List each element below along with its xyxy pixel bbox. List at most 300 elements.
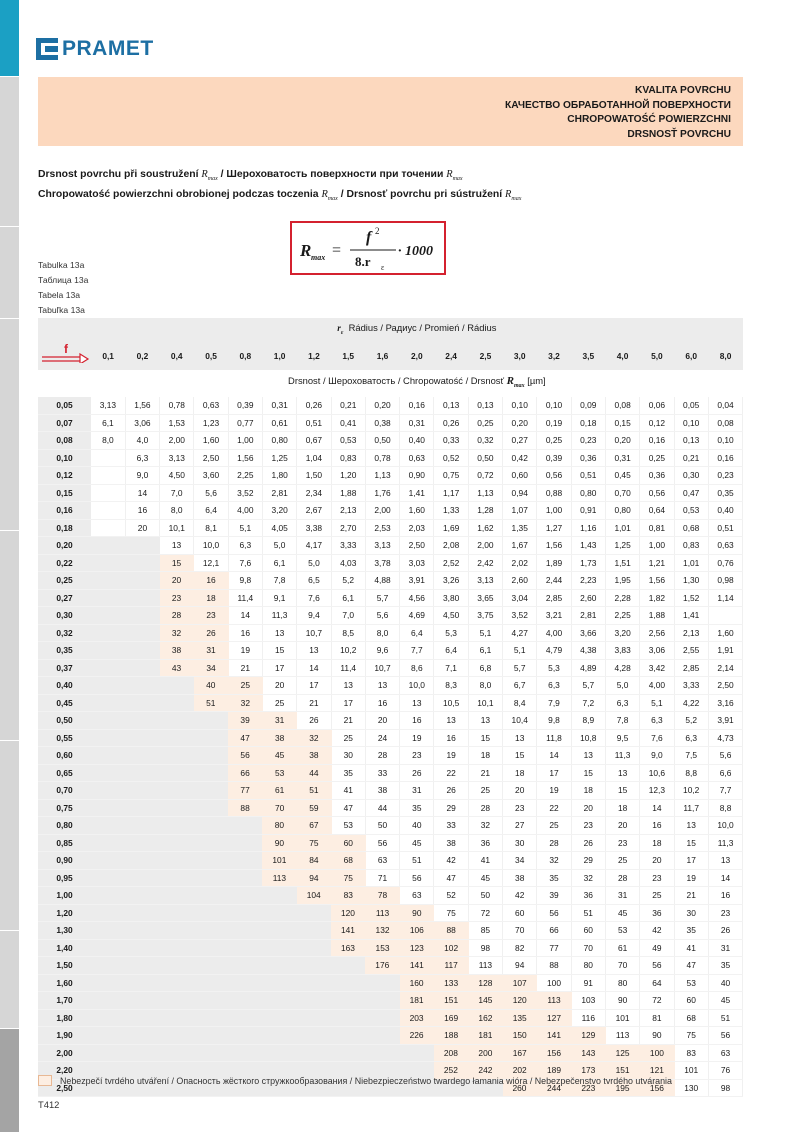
table-row [38,922,743,940]
rmax-value-cell: 0,06 [640,397,674,414]
rmax-value-cell: 0,40 [708,502,742,520]
rmax-value-cell: 0,64 [640,502,674,520]
rmax-value-cell: 61 [605,939,639,957]
rmax-value-cell: 13 [331,677,365,695]
rmax-value-cell: 1,56 [537,537,571,555]
table-row [38,747,743,765]
empty-cell [194,834,228,852]
rmax-value-cell: 0,88 [537,484,571,502]
rmax-value-cell: 51 [297,782,331,800]
rmax-value-cell: 68 [674,1009,708,1027]
rmax-value-cell: 4,00 [640,677,674,695]
rmax-value-cell: 42 [640,922,674,940]
rmax-value-cell: 68 [331,852,365,870]
empty-cell [91,782,125,800]
rmax-value-cell: 16 [640,817,674,835]
rmax-value-cell: 4,38 [571,642,605,660]
rmax-value-cell: 226 [400,1027,434,1045]
rmax-value-cell: 31 [605,887,639,905]
rmax-value-cell: 181 [468,1027,502,1045]
rmax-value-cell: 84 [297,852,331,870]
table-row [38,519,743,537]
table-row [38,659,743,677]
formula-denominator-sub: ε [381,263,385,272]
rmax-value-cell: 0,19 [537,414,571,432]
rmax-value-cell: 113 [605,1027,639,1045]
table-row [38,852,743,870]
rmax-value-cell: 0,56 [640,484,674,502]
rmax-value-cell: 56 [708,1027,742,1045]
rmax-value-cell: 19 [228,642,262,660]
empty-cell [160,957,194,975]
feed-value-cell: 0,80 [38,817,91,835]
rmax-value-cell: 4,17 [297,537,331,555]
rmax-value-cell: 29 [434,799,468,817]
rmax-value-cell: 15 [571,764,605,782]
rmax-value-cell: 0,20 [605,432,639,450]
radius-caption: $r_\varepsilon$ Rádius / Радиус / Promień / Rádius [91,318,743,343]
empty-cell [228,1009,262,1027]
rmax-value-cell: 35 [708,957,742,975]
rmax-value-cell: 17 [297,677,331,695]
table-row [38,939,743,957]
rmax-value-cell: 129 [571,1027,605,1045]
rmax-value-cell: 2,85 [674,659,708,677]
rmax-value-cell: 0,51 [297,414,331,432]
rmax-value-cell: 25 [605,852,639,870]
empty-cell [262,1009,296,1027]
rmax-value-cell: 28 [160,607,194,625]
rmax-value-cell: 2,34 [297,484,331,502]
rmax-value-cell: 0,27 [503,432,537,450]
rmax-value-cell: 90 [262,834,296,852]
rmax-value-cell: 113 [537,992,571,1010]
table-row [38,764,743,782]
rmax-value-cell: 0,16 [640,432,674,450]
rmax-value-cell: 8,0 [160,502,194,520]
feed-value-cell: 0,16 [38,502,91,520]
empty-cell [91,957,125,975]
rmax-value-cell: 1,17 [434,484,468,502]
rmax-value-cell: 6,3 [640,712,674,730]
rmax-value-cell: 14 [125,484,159,502]
rmax-value-cell: 6,1 [468,642,502,660]
rmax-value-cell: 18 [605,799,639,817]
header-title-pl: CHROPOWATOŚĆ POWIERZCHNI [567,114,731,126]
rmax-value-cell: 121 [640,1062,674,1080]
rmax-value-cell: 151 [605,1062,639,1080]
rmax-value-cell: 0,75 [434,467,468,485]
feed-value-cell: 0,12 [38,467,91,485]
rmax-value-cell: 7,8 [605,712,639,730]
rmax-value-cell: 15 [605,782,639,800]
rmax-value-cell: 9,0 [125,467,159,485]
empty-cell [91,659,125,677]
empty-cell [160,729,194,747]
empty-cell [297,1044,331,1062]
empty-cell [297,1027,331,1045]
rmax-value-cell: 0,39 [228,397,262,414]
rmax-value-cell: 2,50 [708,677,742,695]
rmax-value-cell: 20 [262,677,296,695]
empty-cell [160,992,194,1010]
rmax-value-cell: 33 [365,764,399,782]
rmax-value-cell: 2,14 [708,659,742,677]
feed-value-cell: 1,60 [38,974,91,992]
feed-value-cell: 1,80 [38,1009,91,1027]
rmax-value-cell: 0,80 [262,432,296,450]
rmax-value-cell: 1,91 [708,642,742,660]
radius-header-cell: 0,5 [194,343,228,370]
rmax-value-cell: 42 [503,887,537,905]
table-row [38,467,743,485]
rmax-value-cell: 10,6 [640,764,674,782]
header-band [38,77,743,146]
rmax-value-cell: 30 [674,904,708,922]
rmax-value-cell: 34 [194,659,228,677]
formula-box [290,221,446,275]
rmax-value-cell: 5,2 [331,572,365,590]
table-row [38,449,743,467]
empty-cell [160,817,194,835]
rmax-value-cell: 32 [537,852,571,870]
empty-cell [160,887,194,905]
rmax-value-cell: 0,53 [674,502,708,520]
rmax-value-cell: 90 [640,1027,674,1045]
feed-value-cell: 0,05 [38,397,91,414]
rmax-value-cell: 81 [640,1009,674,1027]
rmax-value-cell: 66 [228,764,262,782]
rmax-value-cell: 3,26 [434,572,468,590]
rmax-value-cell: 3,52 [503,607,537,625]
rmax-value-cell: 13 [365,677,399,695]
rmax-value-cell: 88 [434,922,468,940]
rmax-value-cell: 2,25 [228,467,262,485]
rmax-value-cell: 0,63 [400,449,434,467]
feed-value-cell: 0,07 [38,414,91,432]
rmax-value-cell: 32 [160,624,194,642]
rmax-value-cell: 0,98 [708,572,742,590]
rmax-value-cell: 1,07 [503,502,537,520]
rmax-value-cell: 40 [400,817,434,835]
table-row [38,554,743,572]
empty-cell [91,799,125,817]
rmax-value-cell: 5,6 [194,484,228,502]
rmax-value-cell: 3,91 [708,712,742,730]
rmax-formula [292,223,444,273]
rmax-value-cell: 39 [537,887,571,905]
rmax-value-cell: 90 [400,904,434,922]
rmax-value-cell: 8,8 [708,799,742,817]
rmax-value-cell: 1,16 [571,519,605,537]
empty-cell [194,1044,228,1062]
formula-equals: = [332,242,342,259]
rmax-value-cell: 9,5 [605,729,639,747]
side-divider [0,318,19,319]
rmax-value-cell: 0,67 [297,432,331,450]
empty-cell [125,712,159,730]
empty-cell [91,694,125,712]
rmax-value-cell: 1,56 [228,449,262,467]
rmax-value-cell: 1,27 [537,519,571,537]
empty-cell [297,957,331,975]
empty-cell [125,782,159,800]
rmax-value-cell: 10,7 [365,659,399,677]
rmax-value-cell: 10,5 [434,694,468,712]
feed-arrow-icon [40,343,90,363]
rmax-value-cell: 1,41 [400,484,434,502]
rmax-value-cell: 3,13 [160,449,194,467]
rmax-value-cell: 59 [297,799,331,817]
rmax-value-cell: 0,26 [297,397,331,414]
roughness-table [38,318,743,1097]
rmax-value-cell: 40 [194,677,228,695]
rmax-value-cell: 12,1 [194,554,228,572]
empty-cell [160,1027,194,1045]
empty-cell [125,607,159,625]
rmax-value-cell: 1,21 [640,554,674,572]
rmax-value-cell: 75 [674,1027,708,1045]
empty-cell [262,957,296,975]
empty-cell [91,642,125,660]
rmax-value-cell: 0,45 [605,467,639,485]
rmax-value-cell: 38 [434,834,468,852]
feed-value-cell: 1,50 [38,957,91,975]
legend-text: Nebezpečí tvrdého utváření / Опасность жёсткого стружкообразования / Niebezpieczeństwo twardego łamania wióra / Nebezpečenstvo tvrdého utvárania [60,1075,672,1086]
rmax-value-cell: 56 [228,747,262,765]
empty-cell [91,1009,125,1027]
empty-cell [297,974,331,992]
table-row [38,642,743,660]
feed-value-cell: 0,45 [38,694,91,712]
rmax-value-cell: 18 [640,834,674,852]
rmax-value-cell: 0,08 [708,414,742,432]
feed-value-cell: 2,50 [38,1079,91,1097]
rmax-value-cell: 169 [434,1009,468,1027]
rmax-value-cell: 51 [571,904,605,922]
rmax-value-cell: 1,25 [262,449,296,467]
rmax-value-cell: 14 [228,607,262,625]
empty-cell [228,1027,262,1045]
table-row [38,887,743,905]
rmax-value-cell: 0,63 [708,537,742,555]
rmax-value-cell: 150 [503,1027,537,1045]
rmax-value-cell: 3,66 [571,624,605,642]
rmax-value-cell: 7,5 [674,747,708,765]
rmax-value-cell: 1,04 [297,449,331,467]
rmax-value-cell: 7,9 [537,694,571,712]
feed-value-cell: 0,50 [38,712,91,730]
table-row [38,414,743,432]
rmax-value-cell: 100 [640,1044,674,1062]
rmax-value-cell: 70 [262,799,296,817]
rmax-value-cell: 5,3 [537,659,571,677]
empty-cell [194,922,228,940]
rmax-value-cell: 156 [537,1044,571,1062]
empty-cell [125,537,159,555]
rmax-value-cell: 56 [640,957,674,975]
rmax-value-cell: 21 [228,659,262,677]
rmax-value-cell: 0,26 [434,414,468,432]
empty-cell [297,992,331,1010]
rmax-value-cell: 20 [125,519,159,537]
empty-cell [125,747,159,765]
rmax-value-cell: 7,1 [434,659,468,677]
rmax-value-cell: 7,0 [160,484,194,502]
rmax-value-cell: 2,70 [331,519,365,537]
table-row [38,397,743,414]
rmax-value-cell: 0,51 [571,467,605,485]
radius-header-cell: 6,0 [674,343,708,370]
rmax-value-cell: 2,55 [674,642,708,660]
rmax-value-cell: 4,73 [708,729,742,747]
rmax-value-cell: 8,8 [674,764,708,782]
rmax-value-cell: 3,20 [605,624,639,642]
rmax-value-cell: 0,36 [640,467,674,485]
rmax-value-cell: 47 [434,869,468,887]
rmax-value-cell: 3,42 [640,659,674,677]
rmax-value-cell: 41 [331,782,365,800]
rmax-value-cell: 28 [605,869,639,887]
rmax-value-cell: 0,05 [674,397,708,414]
empty-cell [160,834,194,852]
rmax-value-cell: 32 [228,694,262,712]
empty-cell [91,484,125,502]
rmax-value-cell: 13 [400,694,434,712]
rmax-value-cell: 2,00 [468,537,502,555]
rmax-value-cell: 47 [674,957,708,975]
rmax-value-cell: 0,20 [365,397,399,414]
rmax-value-cell: 39 [228,712,262,730]
radius-header-cell: 0,4 [160,343,194,370]
rmax-value-cell: 1,67 [503,537,537,555]
feed-value-cell: 2,00 [38,1044,91,1062]
rmax-value-cell: 10,7 [297,624,331,642]
empty-cell [262,974,296,992]
rmax-value-cell: 25 [640,887,674,905]
table-row [38,799,743,817]
rmax-value-cell: 0,32 [468,432,502,450]
empty-cell [91,554,125,572]
rmax-value-cell: 2,50 [194,449,228,467]
empty-cell [228,869,262,887]
formula-numerator-exp: 2 [375,226,380,236]
rmax-value-cell: 24 [365,729,399,747]
rmax-value-cell: 0,31 [605,449,639,467]
rmax-value-cell: 135 [503,1009,537,1027]
table-row [38,869,743,887]
legend [38,1075,672,1086]
rmax-value-cell: 1,62 [468,519,502,537]
empty-cell [331,992,365,1010]
rmax-value-cell: 5,2 [674,712,708,730]
rmax-value-cell: 32 [571,869,605,887]
rmax-value-cell: 3,13 [365,537,399,555]
empty-cell [228,887,262,905]
feed-value-cell: 0,55 [38,729,91,747]
rmax-value-cell: 91 [571,974,605,992]
feed-symbol: f [63,342,68,356]
rmax-value-cell: 1,13 [468,484,502,502]
rmax-value-cell: 9,1 [262,589,296,607]
rmax-value-cell: 3,04 [503,589,537,607]
rmax-value-cell: 1,28 [468,502,502,520]
rmax-value-cell: 4,56 [400,589,434,607]
feed-value-cell: 1,40 [38,939,91,957]
rmax-value-cell: 51 [708,1009,742,1027]
rmax-value-cell: 60 [331,834,365,852]
rmax-value-cell: 1,14 [708,589,742,607]
rmax-value-cell: 0,63 [194,397,228,414]
rmax-value-cell: 19 [434,747,468,765]
empty-cell [228,922,262,940]
rmax-value-cell: 10,8 [571,729,605,747]
rmax-value-cell: 0,20 [503,414,537,432]
empty-cell [91,992,125,1010]
rmax-value-cell: 0,51 [708,519,742,537]
rmax-value-cell: 3,60 [194,467,228,485]
empty-cell [228,957,262,975]
rmax-value-cell: 0,12 [640,414,674,432]
rmax-value-cell: 0,40 [400,432,434,450]
rmax-value-cell: 107 [503,974,537,992]
rmax-value-cell: 1,13 [365,467,399,485]
empty-cell [91,607,125,625]
header-title-sk: DRSNOSŤ POVRCHU [627,128,731,140]
rmax-value-cell: 11,4 [331,659,365,677]
rmax-value-cell: 2,44 [537,572,571,590]
empty-cell [160,1009,194,1027]
rmax-value-cell: 18 [503,764,537,782]
rmax-value-cell: 12,3 [640,782,674,800]
empty-cell [91,624,125,642]
table-row [38,729,743,747]
rmax-value-cell: 14 [537,747,571,765]
table-label-cz: Tabulka 13a [38,260,85,270]
rmax-value-cell: 0,81 [640,519,674,537]
rmax-value-cell: 6,6 [708,764,742,782]
rmax-value-cell: 1,23 [194,414,228,432]
rmax-value-cell: 9,6 [365,642,399,660]
empty-cell [125,764,159,782]
feed-value-cell: 0,15 [38,484,91,502]
table-label-sk: Tabuľka 13a [38,305,85,315]
rmax-value-cell: 1,43 [571,537,605,555]
feed-symbol-cell [38,343,91,370]
rmax-value-cell: 181 [400,992,434,1010]
rmax-value-cell: 8,1 [194,519,228,537]
feed-value-cell: 0,95 [38,869,91,887]
rmax-value-cell: 0,78 [160,397,194,414]
rmax-value-cell: 0,94 [503,484,537,502]
table-row [38,1044,743,1062]
formula-numerator-f: f [366,229,372,246]
empty-cell [228,834,262,852]
rmax-value-cell: 0,16 [708,449,742,467]
rmax-value-cell: 75 [434,904,468,922]
rmax-value-cell: 32 [468,817,502,835]
radius-header-cell: 3,5 [571,343,605,370]
rmax-value-cell: 30 [503,834,537,852]
empty-cell [297,904,331,922]
rmax-value-cell: 101 [674,1062,708,1080]
empty-cell [125,589,159,607]
rmax-value-cell: 21 [297,694,331,712]
rmax-value-cell: 0,33 [434,432,468,450]
rmax-value-cell: 23 [571,817,605,835]
rmax-value-cell: 8,0 [468,677,502,695]
rmax-value-cell: 13 [571,747,605,765]
